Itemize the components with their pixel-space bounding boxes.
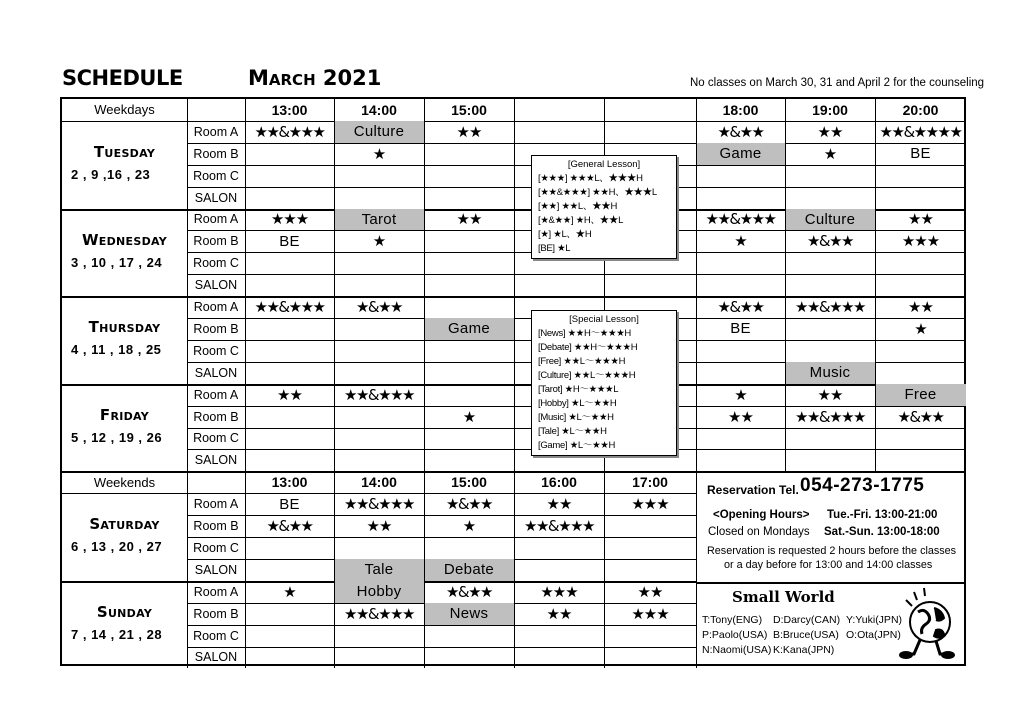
time-header [604, 99, 696, 121]
slot-cell: ★★★ [631, 495, 669, 514]
day-name: Wednesday [81, 230, 168, 249]
slot-cell: BE [279, 232, 300, 250]
slot-cell [424, 296, 514, 318]
slot-cell [424, 165, 514, 187]
slot-cell: ★ [372, 232, 386, 251]
slot-cell: Game [696, 143, 785, 165]
slot-cell: ★★ [366, 517, 392, 536]
slot-cell [785, 449, 875, 471]
slot-cell: ★★ [456, 210, 482, 229]
popup-line: [★★★] ★★★L、★★★H [538, 173, 643, 184]
grid-line [696, 471, 697, 668]
slot-cell [875, 362, 966, 384]
month-title [248, 66, 381, 90]
popup-title: [General Lesson] [567, 159, 641, 170]
popup-line: [BE] ★L [538, 243, 571, 254]
slot-cell: ★★&★★★ [795, 298, 865, 317]
slot-cell [875, 274, 966, 296]
time-header [514, 99, 604, 121]
slot-cell: Free [875, 384, 966, 406]
slot-cell: ★★ [546, 604, 572, 623]
room-label: Room B [193, 409, 239, 424]
slot-cell [696, 274, 785, 296]
slot-cell: ★&★★ [445, 582, 493, 601]
slot-cell [785, 187, 875, 209]
slot-cell [604, 537, 696, 559]
slot-cell [875, 187, 966, 209]
slot-cell [334, 340, 424, 362]
slot-cell [696, 187, 785, 209]
slot-cell: BE [279, 495, 300, 513]
day-name: Sunday [96, 602, 153, 621]
schedule-title: SCHEDULE [62, 66, 183, 90]
staff-member: B:Bruce(USA) [773, 628, 839, 641]
popup-line: [★★&★★★] ★★H、★★★L [538, 187, 657, 198]
slot-cell [245, 647, 334, 669]
slot-cell [424, 647, 514, 669]
schedule-grid [60, 97, 966, 666]
slot-cell [785, 318, 875, 340]
month-title-text: March 2021 [248, 66, 382, 90]
popup-line: [Music] ★L～★★H [538, 412, 614, 423]
room-label: Room C [193, 540, 239, 555]
slot-cell [334, 274, 424, 296]
popup-line: [Tale] ★L～★★H [538, 426, 607, 437]
day-dates: 7 , 14 , 21 , 28 [71, 626, 163, 642]
slot-cell: Tale [334, 559, 424, 581]
special-lesson-legend [531, 310, 677, 456]
slot-cell [334, 449, 424, 471]
slot-cell: Hobby [334, 581, 424, 603]
weekends-label: Weekends [93, 474, 156, 490]
slot-cell [785, 340, 875, 362]
day-dates: 4 , 11 , 18 , 25 [71, 342, 162, 358]
slot-cell: ★★ [728, 407, 753, 426]
slot-cell [604, 515, 696, 537]
slot-cell [696, 362, 785, 384]
room-label: Room A [193, 584, 239, 599]
grid-line [604, 471, 605, 668]
slot-cell [245, 537, 334, 559]
room-label: SALON [194, 453, 238, 468]
weekday-hours: Tue.-Fri. 13:00-21:00 [827, 509, 938, 522]
time-header: 16:00 [541, 474, 577, 491]
slot-cell: ★&★★ [717, 298, 764, 317]
reservation-request-2: or a day before for 13:00 and 14:00 classes [724, 559, 933, 572]
slot-cell: ★★★ [540, 582, 578, 601]
day-dates: 2 , 9 ,16 , 23 [71, 166, 151, 182]
popup-line: [Tarot] ★H～★★★L [538, 384, 619, 395]
slot-cell [424, 252, 514, 274]
room-label: Room A [193, 212, 239, 227]
slot-cell [875, 428, 966, 450]
grid-line [696, 582, 966, 584]
slot-cell [604, 559, 696, 581]
slot-cell: Culture [785, 209, 875, 231]
slot-cell: ★★★ [901, 232, 940, 251]
slot-cell [514, 274, 604, 296]
slot-cell [334, 252, 424, 274]
slot-cell: BE [910, 145, 931, 163]
day-dates: 5 , 12 , 19 , 26 [71, 429, 163, 445]
slot-cell [785, 274, 875, 296]
globe-mascot-icon [896, 586, 960, 664]
slot-cell: ★★ [456, 122, 482, 141]
room-label: Room A [193, 497, 239, 512]
popup-line: [★★] ★★L、★★H [538, 201, 618, 212]
slot-cell [604, 121, 696, 143]
slot-cell [334, 428, 424, 450]
slot-cell: Music [785, 362, 875, 384]
grid-line [514, 99, 515, 471]
slot-cell [514, 625, 604, 647]
slot-cell: ★★ [637, 582, 663, 601]
weekend-hours: Sat.-Sun. 13:00-18:00 [824, 526, 940, 539]
slot-cell: Culture [334, 121, 424, 143]
staff-member: K:Kana(JPN) [773, 643, 835, 656]
slot-cell: ★★&★★★ [254, 122, 325, 141]
slot-cell [245, 318, 334, 340]
staff-member: O:Ota(JPN) [846, 628, 901, 641]
grid-line [187, 471, 188, 668]
grid-line [334, 471, 335, 668]
slot-cell: ★★ [817, 122, 843, 141]
slot-cell [785, 428, 875, 450]
grid-line [696, 99, 697, 471]
slot-cell: ★★ [817, 385, 843, 404]
slot-cell: ★★&★★★ [344, 495, 414, 514]
slot-cell [245, 559, 334, 581]
popup-line: [★&★★] ★H、★★L [538, 215, 624, 226]
staff-member: N:Naomi(USA) [702, 643, 772, 656]
time-header: 20:00 [902, 101, 939, 118]
slot-cell: ★ [823, 144, 837, 163]
slot-cell [334, 625, 424, 647]
time-header: 14:00 [361, 101, 397, 118]
reservation-request: Reservation is requested 2 hours before the classes [707, 545, 957, 558]
slot-cell [334, 362, 424, 384]
slot-cell [424, 143, 514, 165]
slot-cell [514, 647, 604, 669]
slot-cell: ★★ [277, 385, 302, 404]
slot-cell [245, 165, 334, 187]
closed-note: Closed on Mondays [708, 526, 810, 539]
slot-cell [245, 362, 334, 384]
slot-cell: ★ [462, 517, 476, 536]
time-header: 18:00 [722, 101, 759, 118]
grid-line [187, 99, 188, 471]
slot-cell [424, 362, 514, 384]
slot-cell: ★&★★ [806, 232, 854, 251]
time-header: 14:00 [361, 474, 397, 491]
reservation-phone: 054-273-1775 [800, 475, 925, 497]
slot-cell [875, 252, 966, 274]
room-label: SALON [194, 365, 238, 380]
slot-cell [334, 406, 424, 428]
slot-cell: ★★ [908, 298, 933, 317]
grid-line [334, 99, 335, 471]
slot-cell [424, 537, 514, 559]
slot-cell [514, 537, 604, 559]
slot-cell: ★ [462, 407, 476, 426]
time-header: 17:00 [632, 474, 668, 491]
slot-cell [245, 603, 334, 625]
popup-line: [Hobby] ★L～★★H [538, 398, 617, 409]
room-label: Room B [193, 146, 239, 161]
popup-title: [Special Lesson] [569, 314, 639, 325]
weekdays-label: Weekdays [94, 102, 155, 118]
staff-member: Y:Yuki(JPN) [846, 613, 903, 626]
slot-cell [334, 318, 424, 340]
slot-cell [245, 143, 334, 165]
slot-cell [245, 449, 334, 471]
slot-cell: ★★&★★★ [344, 604, 414, 623]
slot-cell: ★&★★ [445, 495, 493, 514]
slot-cell [785, 252, 875, 274]
day-name: Thursday [88, 318, 161, 337]
room-label: Room C [193, 256, 239, 271]
slot-cell: Tarot [334, 209, 424, 231]
slot-cell [424, 274, 514, 296]
slot-cell [245, 274, 334, 296]
slot-cell [424, 449, 514, 471]
slot-cell [875, 340, 966, 362]
slot-cell [424, 187, 514, 209]
slot-cell [696, 165, 785, 187]
room-label: SALON [194, 278, 238, 293]
slot-cell [424, 340, 514, 362]
slot-cell: ★★★ [631, 604, 669, 623]
slot-cell: ★ [283, 582, 296, 601]
staff-member: T:Tony(ENG) [702, 613, 763, 626]
slot-cell [875, 165, 966, 187]
reservation-label: Reservation Tel. [707, 483, 799, 498]
room-label: Room B [193, 606, 239, 621]
grid-line [875, 99, 876, 471]
slot-cell: ★★&★★★ [524, 517, 594, 536]
popup-line: [Debate] ★★H～★★★H [538, 342, 638, 353]
slot-cell [604, 647, 696, 669]
slot-cell [696, 428, 785, 450]
room-label: Room C [193, 168, 239, 183]
slot-cell [334, 187, 424, 209]
room-label: Room C [193, 343, 239, 358]
grid-line [424, 471, 425, 668]
day-name: Tuesday [93, 142, 156, 161]
slot-cell [245, 187, 334, 209]
day-name: Friday [99, 405, 150, 424]
grid-line [245, 99, 246, 471]
slot-cell [875, 449, 966, 471]
slot-cell [696, 449, 785, 471]
slot-cell: ★★&★★★ [705, 210, 776, 229]
slot-cell: ★★ [546, 495, 572, 514]
opening-hours-label: <Opening Hours> [713, 509, 810, 522]
slot-cell: ★&★★ [897, 407, 944, 426]
slot-cell [245, 406, 334, 428]
time-header: 15:00 [451, 474, 487, 491]
slot-cell: ★★&★★★ [795, 407, 865, 426]
room-label: Room C [193, 628, 239, 643]
popup-line: [Free] ★★L～★★★H [538, 356, 626, 367]
slot-cell [424, 625, 514, 647]
room-label: Room B [193, 321, 239, 336]
time-header: 13:00 [271, 101, 308, 118]
slot-cell [245, 625, 334, 647]
slot-cell: BE [730, 320, 751, 338]
time-header: 19:00 [812, 101, 848, 118]
room-label: Room A [193, 124, 239, 139]
room-label: Room B [193, 519, 239, 534]
counseling-note: No classes on March 30, 31 and April 2 for the counseling [690, 77, 985, 89]
grid-line [785, 99, 786, 471]
slot-cell: Debate [424, 559, 514, 581]
day-dates: 6 , 13 , 20 , 27 [71, 539, 163, 555]
slot-cell: ★ [734, 232, 747, 251]
staff-member: D:Darcy(CAN) [773, 613, 841, 626]
slot-cell [696, 340, 785, 362]
slot-cell [604, 274, 696, 296]
room-label: Room A [193, 300, 239, 315]
grid-line [245, 471, 246, 668]
school-name: Small World [732, 587, 835, 606]
slot-cell [696, 252, 785, 274]
grid-line [424, 99, 425, 471]
slot-cell [424, 384, 514, 406]
room-label: SALON [194, 650, 238, 665]
day-name: Saturday [89, 515, 160, 534]
slot-cell [334, 537, 424, 559]
popup-line: [Game] ★L～★★H [538, 440, 616, 451]
slot-cell: News [424, 603, 514, 625]
room-label: SALON [194, 190, 238, 205]
slot-cell: ★★&★★★★ [879, 122, 962, 141]
time-header: 13:00 [271, 474, 308, 491]
popup-line: [Culture] ★★L～★★★H [538, 370, 636, 381]
slot-cell [334, 647, 424, 669]
general-lesson-legend [531, 155, 677, 259]
room-label: SALON [194, 562, 238, 577]
slot-cell: Game [424, 318, 514, 340]
slot-cell: ★★&★★★ [344, 385, 414, 404]
slot-cell [424, 428, 514, 450]
slot-cell: ★★ [908, 210, 933, 229]
room-label: Room C [193, 431, 239, 446]
day-dates: 3 , 10 , 17 , 24 [71, 254, 163, 270]
staff-member: P:Paolo(USA) [702, 628, 768, 641]
slot-cell [245, 252, 334, 274]
room-label: Room A [193, 387, 239, 402]
slot-cell: ★&★★ [266, 517, 313, 536]
slot-cell [514, 559, 604, 581]
slot-cell: ★&★★ [355, 298, 403, 317]
grid-line [514, 471, 515, 668]
popup-line: [★] ★L、★H [538, 229, 592, 240]
slot-cell [334, 165, 424, 187]
slot-cell [424, 230, 514, 252]
slot-cell [514, 121, 604, 143]
slot-cell [245, 428, 334, 450]
slot-cell: ★ [914, 319, 927, 338]
slot-cell [785, 165, 875, 187]
slot-cell [245, 340, 334, 362]
room-label: Room B [193, 234, 239, 249]
slot-cell [604, 625, 696, 647]
time-header: 15:00 [451, 101, 487, 118]
popup-line: [News] ★★H～★★★H [538, 328, 631, 339]
slot-cell: ★&★★ [717, 122, 764, 141]
slot-cell: ★ [372, 144, 386, 163]
slot-cell: ★★★ [270, 210, 309, 229]
slot-cell: ★★&★★★ [254, 298, 325, 317]
slot-cell: ★ [734, 385, 747, 404]
